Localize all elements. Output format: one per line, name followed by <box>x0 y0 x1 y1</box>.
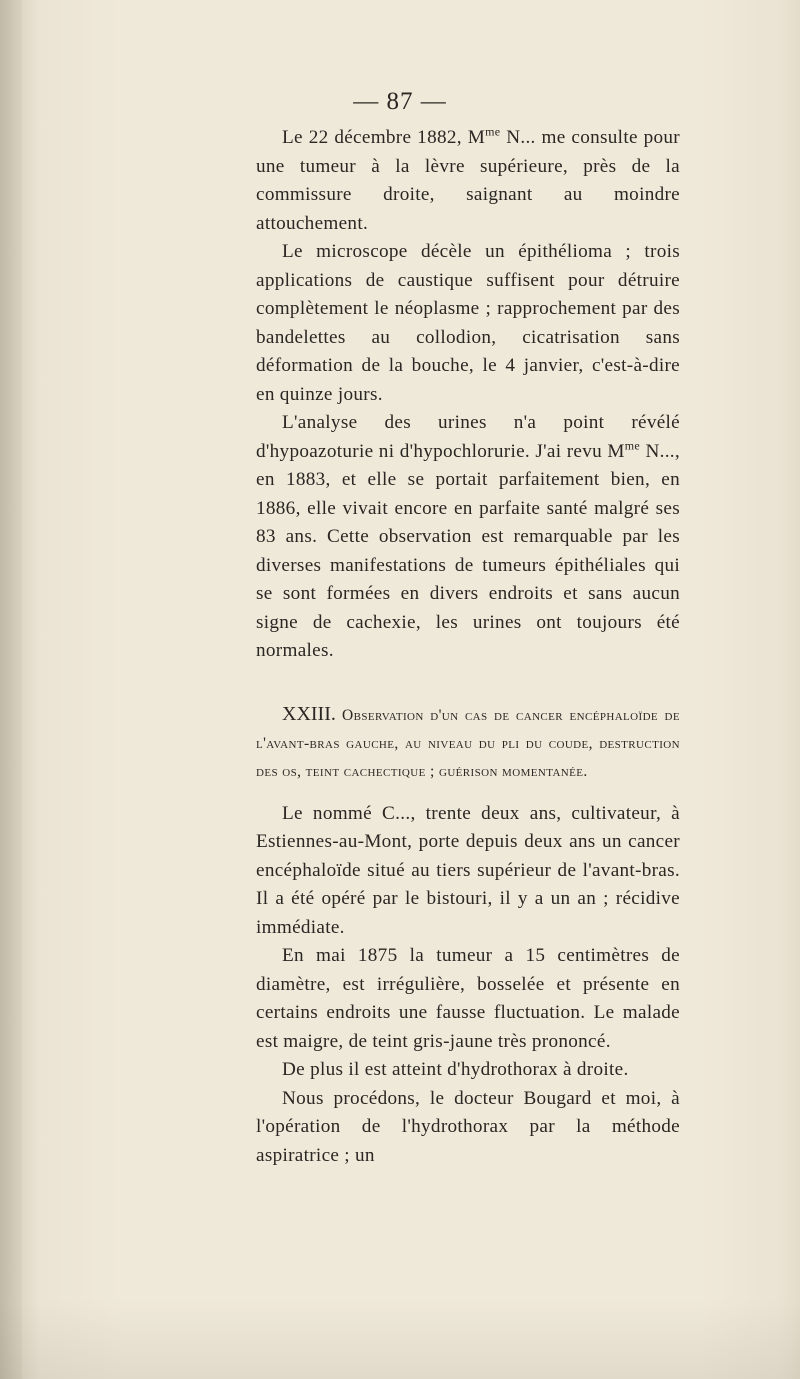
body-text <box>256 124 680 1170</box>
paragraph: Le nommé C..., trente deux ans, cultivateur, à Estiennes-au-Mont, porte depuis deux ans un cancer encéphaloïde situé au tiers supérieur de l'avant-bras. Il a été opéré par le bistouri, il y a un an ; récidive immédiate. <box>256 802 680 938</box>
page-number: — 87 — <box>353 88 447 115</box>
section-number: XXIII. <box>282 702 336 725</box>
scan-shadow <box>0 1299 800 1379</box>
paragraph: Le microscope décèle un épithélioma ; trois applications de caustique suffisent pour détruire complètement le néoplasme ; rapprochement par des bandelettes au collodion, cicatrisation sans déformation de la bouche, le 4 janvier, c'est-à-dire en quinze jours. <box>256 241 680 405</box>
section-heading <box>256 700 680 786</box>
paragraph: En mai 1875 la tumeur a 15 centimètres de diamètre, est irrégulière, bosselée et présente en certains endroits une fausse fluctuation. Le malade est maigre, de teint gris-jaune très prononcé. <box>256 945 680 1052</box>
paragraph: De plus il est atteint d'hydrothorax à droite. <box>282 1059 629 1080</box>
paragraph: Nous procédons, le docteur Bougard et moi, à l'opération de l'hydrothorax par la méthode aspiratrice ; un <box>256 1087 680 1166</box>
section-title: Observation d'un cas de cancer encéphaloïde de l'avant-bras gauche, au niveau du pli du coude, destruction des os, teint cachectique ; guérison momentanée. <box>256 706 680 780</box>
paragraph: Le 22 décembre 1882, $M^{me}$ N... me consulte pour une tumeur à la lèvre supérieure, près de la commissure droite, saignant au moindre attouchement. <box>256 124 680 234</box>
paragraph: L'analyse des urines n'a point révélé d'hypoazoturie ni d'hypochlorurie. J'ai revu $M^{me}$ N..., en 1883, et elle se portait parfaitement bien, en 1886, elle vivait encore en parfaite santé malgré ses 83 ans. Cette observation est remarquable par les diverses manifestations de tumeurs épithéliales qui se sont formées en divers endroits et sans aucun signe de cachexie, les urines ont toujours été normales. <box>256 412 680 661</box>
page-gutter <box>0 0 22 1379</box>
